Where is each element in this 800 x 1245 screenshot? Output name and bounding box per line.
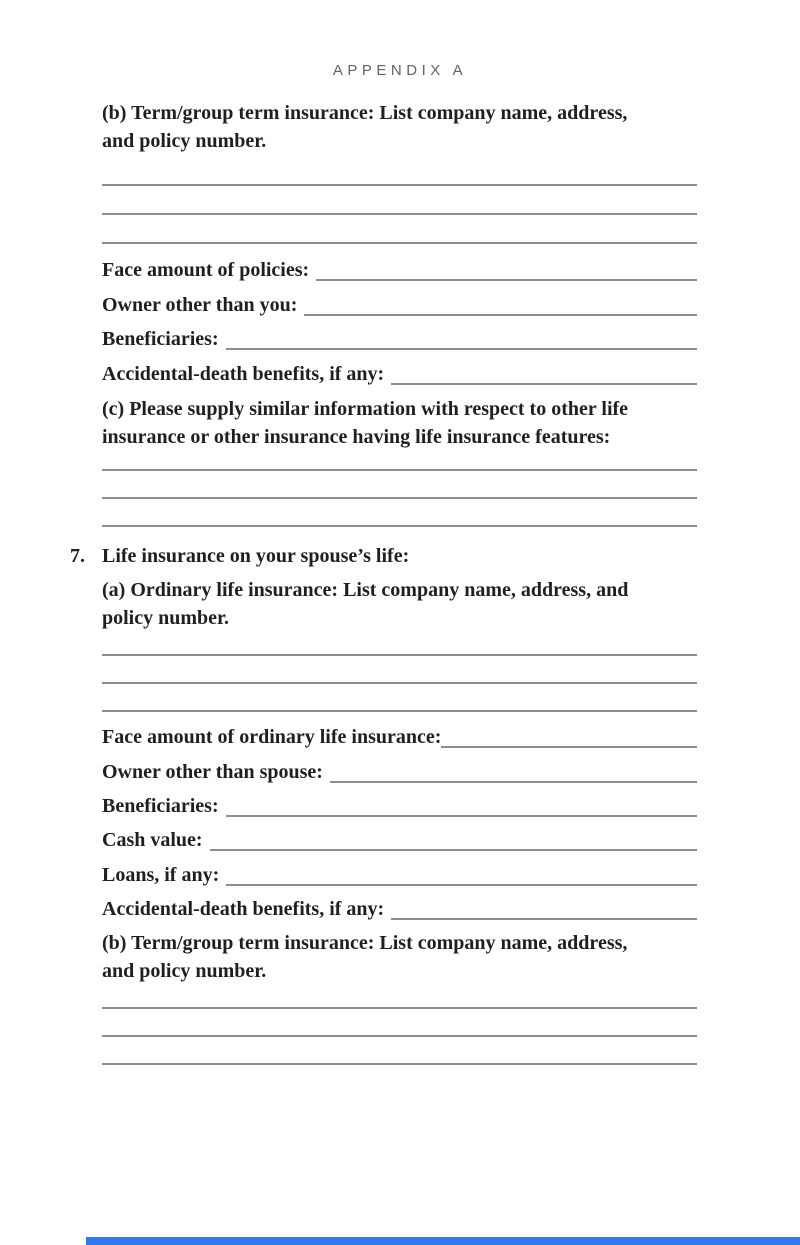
field-label: Beneficiaries: xyxy=(102,795,219,817)
field-row-accidental-death xyxy=(102,360,697,388)
write-in-line xyxy=(102,213,697,215)
question-7b-heading xyxy=(102,929,627,985)
field-label: Owner other than spouse: xyxy=(102,761,323,783)
question-6c-heading xyxy=(102,395,628,451)
write-in-underline xyxy=(391,360,697,385)
field-label: Face amount of ordinary life insurance: xyxy=(102,726,442,748)
appendix-header: APPENDIX A xyxy=(332,62,468,79)
field-row-cash-value xyxy=(102,826,697,854)
field-row-owner-other-than-spouse xyxy=(102,758,697,786)
write-in-underline xyxy=(391,895,697,920)
field-row-loans xyxy=(102,861,697,889)
write-in-line xyxy=(102,497,697,499)
write-in-line xyxy=(102,242,697,244)
write-in-underline xyxy=(330,758,697,783)
write-in-line xyxy=(102,1035,697,1037)
write-in-line xyxy=(102,654,697,656)
heading-line: (b) Term/group term insurance: List company name, address, xyxy=(102,102,628,124)
write-in-underline xyxy=(226,792,697,817)
question-title: Life insurance on your spouse’s life: xyxy=(102,545,410,567)
field-label: Accidental-death benefits, if any: xyxy=(102,898,385,920)
field-row-face-amount-policies xyxy=(102,256,697,284)
write-in-underline xyxy=(210,826,697,851)
write-in-line xyxy=(102,1007,697,1009)
question-7a-heading xyxy=(102,576,628,632)
heading-line: and policy number. xyxy=(102,960,267,982)
field-label: Owner other than you: xyxy=(102,294,298,316)
write-in-line xyxy=(102,469,697,471)
field-label: Face amount of policies: xyxy=(102,259,310,281)
write-in-underline xyxy=(316,256,697,281)
question-7-heading xyxy=(70,542,409,570)
field-row-owner-other-than-you xyxy=(102,291,697,319)
field-label: Cash value: xyxy=(102,829,203,851)
write-in-line xyxy=(102,184,697,186)
field-row-accidental-death xyxy=(102,895,697,923)
question-6b-heading xyxy=(102,99,627,155)
field-row-beneficiaries xyxy=(102,325,697,353)
heading-line: policy number. xyxy=(102,607,230,629)
field-row-face-amount-ordinary xyxy=(102,723,697,751)
field-label: Accidental-death benefits, if any: xyxy=(102,363,385,385)
write-in-underline xyxy=(226,325,697,350)
heading-line: (c) Please supply similar information with respect to other life xyxy=(102,398,629,420)
heading-line: (a) Ordinary life insurance: List company name, address, and xyxy=(102,579,629,601)
heading-line: (b) Term/group term insurance: List company name, address, xyxy=(102,932,628,954)
write-in-line xyxy=(102,710,697,712)
heading-line: and policy number. xyxy=(102,130,267,152)
field-row-beneficiaries xyxy=(102,792,697,820)
field-label: Beneficiaries: xyxy=(102,328,219,350)
write-in-underline xyxy=(304,291,697,316)
write-in-underline xyxy=(226,861,697,886)
heading-line: insurance or other insurance having life insurance features: xyxy=(102,426,611,448)
field-label: Loans, if any: xyxy=(102,864,220,886)
write-in-underline xyxy=(441,723,697,748)
write-in-line xyxy=(102,525,697,527)
question-number: 7. xyxy=(70,545,85,567)
reading-progress-bar[interactable] xyxy=(86,1237,800,1245)
write-in-line xyxy=(102,1063,697,1065)
write-in-line xyxy=(102,682,697,684)
